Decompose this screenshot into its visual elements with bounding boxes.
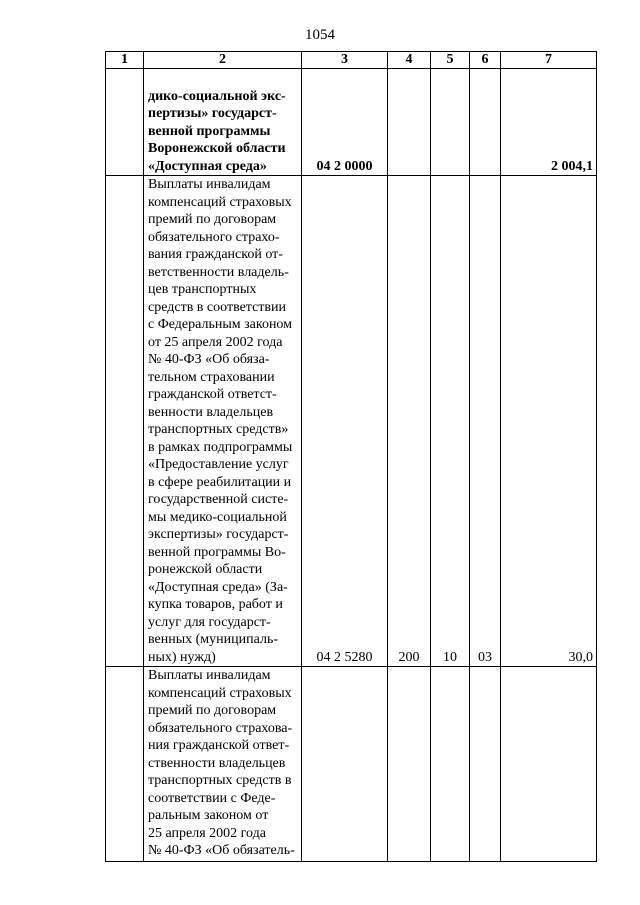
description-line: «Доступная среда» (За- (148, 579, 288, 595)
target-code-cell (302, 667, 388, 862)
table-header-row (106, 52, 597, 69)
description-line: обязательного страхо- (148, 229, 280, 245)
row-number-cell (106, 176, 144, 667)
description-line: мы медико-социальной (148, 509, 287, 525)
row-number-cell (106, 69, 144, 176)
subsection-cell: 03 (470, 176, 501, 667)
expense-type-cell (388, 667, 431, 862)
description-line: ронежской области (148, 562, 263, 577)
description-line: № 40-ФЗ «Об обязатель- (148, 843, 295, 858)
description-line: Выплаты инвалидам (148, 177, 271, 192)
description-line: вания гражданской от- (148, 247, 283, 262)
page-number: 1054 (305, 27, 335, 43)
column-header: 6 (470, 52, 501, 69)
description-line: ральным законом от (148, 808, 269, 823)
expense-type-cell: 200 (388, 176, 431, 667)
description-line: средств в соответствии (148, 299, 287, 315)
section-cell (431, 667, 470, 862)
column-header: 4 (388, 52, 431, 69)
description-line: 25 апреля 2002 года (148, 825, 266, 841)
description-line: компенсаций страховых (148, 194, 292, 210)
description-line: Выплаты инвалидам (148, 668, 271, 683)
description-line: услуг для государст- (148, 614, 271, 630)
column-header: 1 (106, 52, 144, 69)
description-cell (144, 667, 302, 862)
description-line: гражданской ответст- (148, 387, 277, 402)
table-row (106, 69, 597, 176)
target-code-cell: 04 2 5280 (302, 176, 388, 667)
description-line: государственной систе- (148, 492, 289, 507)
description-line: «Предоставление услуг (148, 457, 289, 472)
description-line: транспортных средств» (148, 422, 289, 437)
description-line: пертизы» государст- (148, 106, 277, 121)
description-line: венности владельцев (148, 404, 274, 420)
description-line: венных (муниципаль- (148, 632, 278, 647)
description-line: венной программы Во- (148, 544, 286, 560)
description-line: тельном страховании (148, 369, 275, 385)
column-header: 5 (431, 52, 470, 69)
amount-cell: 30,0 (501, 176, 597, 667)
description-line: экспертизы» государст- (148, 527, 289, 542)
row-number-cell (106, 667, 144, 862)
column-header: 3 (302, 52, 388, 69)
expense-type-cell (388, 69, 431, 176)
column-header: 7 (501, 52, 597, 69)
description-line: премий по договорам (148, 703, 277, 718)
description-line: ных) нужд) (148, 649, 216, 665)
description-line: № 40-ФЗ «Об обяза- (148, 352, 270, 367)
description-line: «Доступная среда» (148, 158, 267, 174)
description-line: в сфере реабилитации и (148, 474, 292, 490)
description-line: купка товаров, работ и (148, 597, 283, 612)
description-line: венной программы (148, 123, 271, 139)
description-line: транспортных средств в (148, 773, 292, 788)
description-line: ственности владельцев (148, 755, 286, 771)
description-cell (144, 176, 302, 667)
subsection-cell (470, 667, 501, 862)
section-cell (431, 69, 470, 176)
budget-table (105, 51, 597, 862)
description-line: обязательного страхова- (148, 720, 293, 736)
description-line: дико-социальной экс- (148, 88, 286, 104)
table-row (106, 667, 597, 862)
description-line: компенсаций страховых (148, 685, 292, 701)
amount-cell: 2 004,1 (501, 69, 597, 176)
description-line: ния гражданской ответ- (148, 738, 290, 753)
table-row (106, 176, 597, 667)
description-line: цев транспортных (148, 282, 257, 297)
column-header: 2 (144, 52, 302, 69)
description-line: Воронежской области (148, 141, 286, 156)
target-code-cell: 04 2 0000 (302, 69, 388, 176)
description-line: премий по договорам (148, 212, 277, 227)
subsection-cell (470, 69, 501, 176)
description-line: от 25 апреля 2002 года (148, 334, 283, 350)
description-line: соответствии с Феде- (148, 790, 276, 806)
amount-cell (501, 667, 597, 862)
section-cell: 10 (431, 176, 470, 667)
description-line: ветственности владель- (148, 264, 289, 280)
description-line: с Федеральным законом (148, 317, 293, 332)
description-line: в рамках подпрограммы (148, 439, 293, 455)
description-cell (144, 69, 302, 176)
